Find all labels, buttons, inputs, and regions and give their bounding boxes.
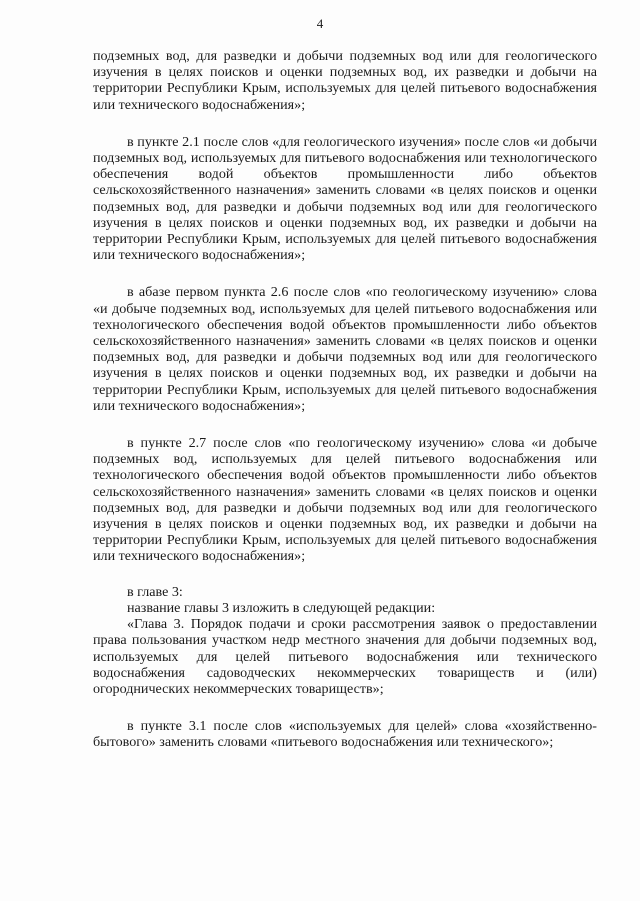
paragraph-clause-2-1: в пункте 2.1 после слов «для геологического изучения» после слов «и добычи подземных вод, используемых для питьевого водоснабжения или технологического обеспечения водой объектов промышленности либо объектов сельскохозяйственного назначения» заменить словами «в целях поисков и оценки подземных вод, для разведки и добычи подземных вод или для геологического изучения в целях поисков и оценки подземных вод, их разведки и добычи на территории Республики Крым, используемых для целей питьевого водоснабжения или технического водоснабжения»; <box>93 133 597 264</box>
paragraph-chapter-3-new-title: «Глава 3. Порядок подачи и сроки рассмотрения заявок о предоставлении права пользования участком недр местного значения для добычи подземных вод, используемых для целей питьевого водоснабжения или технического водоснабжения садоводческих некоммерческих товариществ и (или) огороднических некоммерческих товариществ»; <box>93 616 597 697</box>
paragraph-clause-2-6: в абазе первом пункта 2.6 после слов «по геологическому изучению» слова «и добыче подземных вод, используемых для целей питьевого водоснабжения или технологического обеспечения водой объектов промышленности либо объектов сельскохозяйственного назначения» заменить словами «в целях поисков и оценки подземных вод, для разведки и добычи подземных вод или для геологического изучения в целях поисков и оценки подземных вод, их разведки и добычи на территории Республики Крым, используемых для целей питьевого водоснабжения или технического водоснабжения»; <box>93 284 597 414</box>
paragraph-chapter-3-title-note: название главы 3 изложить в следующей редакции: <box>127 599 436 616</box>
paragraph-clause-3-1: в пункте 3.1 после слов «используемых для целей» слова «хозяйственно-бытового» заменить словами «питьевого водоснабжения или технического»; <box>93 718 597 751</box>
page-number: 4 <box>316 16 324 31</box>
paragraph-clause-2-7: в пункте 2.7 после слов «по геологическому изучению» слова «и добыче подземных вод, используемых для целей питьевого водоснабжения или технологического обеспечения водой объектов промышленности либо объектов сельскохозяйственного назначения» заменить словами «в целях поисков и оценки подземных вод, для разведки и добычи подземных вод или для геологического изучения в целях поисков и оценки подземных вод, их разведки и добычи на территории Республики Крым, используемых для целей питьевого водоснабжения или технического водоснабжения»; <box>93 435 597 565</box>
paragraph-chapter-3-heading: в главе 3: <box>127 583 183 600</box>
paragraph-continuation: подземных вод, для разведки и добычи подземных вод или для геологического изучения в целях поисков и оценки подземных вод, их разведки и добычи на территории Республики Крым, используемых для целей питьевого водоснабжения или технического водоснабжения»; <box>93 48 597 113</box>
document-body <box>93 48 597 751</box>
